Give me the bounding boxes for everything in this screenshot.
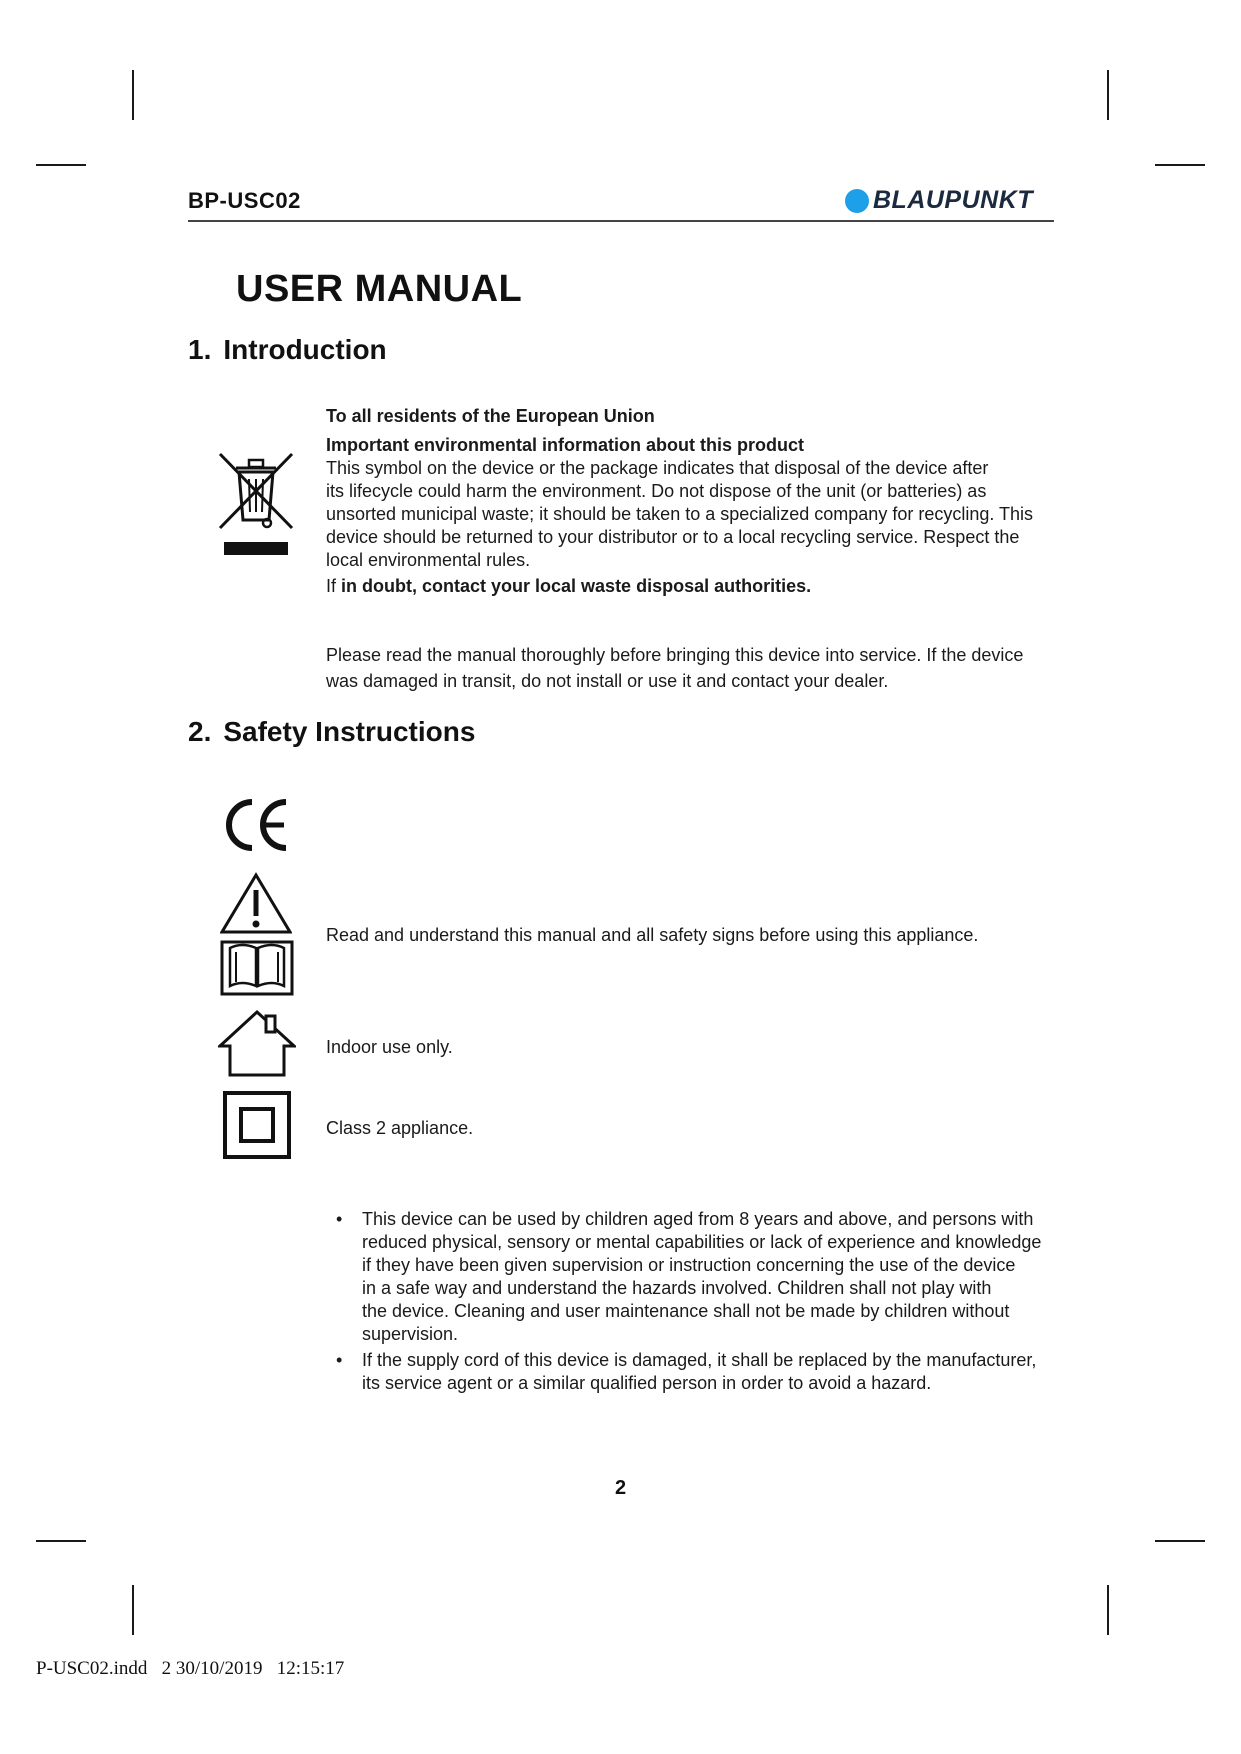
- crop-mark-top-left-vertical: [132, 70, 134, 120]
- environmental-line: its lifecycle could harm the environment. Do not dispose of the unit (or batteries) as: [326, 481, 987, 501]
- read-manual-safety-text: Read and understand this manual and all safety signs before using this appliance.: [326, 925, 979, 945]
- bullet-line: its service agent or a similar qualified person in order to avoid a hazard.: [362, 1373, 932, 1393]
- bullet-line: This device can be used by children aged from 8 years and above, and persons with: [362, 1209, 1034, 1229]
- list-item: [336, 1208, 1066, 1346]
- indoor-use-text: Indoor use only.: [326, 1037, 453, 1057]
- class-2-text: Class 2 appliance.: [326, 1118, 474, 1138]
- doubt-line: [326, 575, 1066, 598]
- read-manual-line: was damaged in transit, do not install or use it and contact your dealer.: [326, 671, 889, 691]
- print-slug: P-USC02.indd 2 30/10/2019 12:15:17: [36, 1658, 345, 1679]
- section-number: 2.: [188, 716, 212, 747]
- section-heading-safety: [188, 716, 475, 748]
- environmental-line: This symbol on the device or the package indicates that disposal of the device after: [326, 458, 989, 478]
- bullet-line: If the supply cord of this device is damaged, it shall be replaced by the manufacturer,: [362, 1350, 1037, 1370]
- environmental-line: device should be returned to your distributor or to a local recycling service. Respect the: [326, 527, 1020, 547]
- crop-mark-top-right-vertical: [1107, 70, 1109, 120]
- doubt-prefix: If: [326, 576, 337, 596]
- bullet-symbol: •: [336, 1350, 343, 1370]
- bullet-symbol: •: [336, 1209, 343, 1229]
- environmental-line: local environmental rules.: [326, 550, 531, 570]
- ce-mark-icon: [222, 796, 292, 854]
- document-title: USER MANUAL: [236, 268, 523, 310]
- indoor-house-icon: [218, 1008, 296, 1078]
- read-manual-paragraph: [326, 642, 1066, 694]
- crop-mark-bottom-left-horizontal: [36, 1540, 86, 1542]
- safety-bullet-list: [336, 1208, 1066, 1398]
- section-number: 1.: [188, 334, 212, 365]
- read-manual-line: Please read the manual thoroughly before bringing this device into service. If the device: [326, 645, 1024, 665]
- brand-dot-icon: [845, 189, 869, 213]
- section-heading-introduction: [188, 334, 387, 366]
- environmental-line: unsorted municipal waste; it should be taken to a specialized company for recycling. This: [326, 504, 1034, 524]
- header-model-number: BP-USC02: [188, 188, 301, 213]
- read-manual-book-icon: [220, 938, 294, 998]
- section-title: Safety Instructions: [223, 716, 476, 747]
- weee-information: [326, 405, 1066, 598]
- crop-mark-top-left-horizontal: [36, 164, 86, 166]
- crop-mark-bottom-left-vertical: [132, 1585, 134, 1635]
- bullet-line: if they have been given supervision or instruction concerning the use of the device: [362, 1255, 1016, 1275]
- bullet-line: supervision.: [362, 1324, 459, 1344]
- crop-mark-top-right-horizontal: [1155, 164, 1205, 166]
- crop-mark-bottom-right-vertical: [1107, 1585, 1109, 1635]
- bullet-line: the device. Cleaning and user maintenance shall not be made by children without: [362, 1301, 1010, 1321]
- brand-name: BLAUPUNKT: [873, 186, 1034, 214]
- eu-residents-heading: To all residents of the European Union: [326, 406, 655, 426]
- class-2-appliance-icon: [222, 1090, 292, 1160]
- crop-mark-bottom-right-horizontal: [1155, 1540, 1205, 1542]
- bullet-line: reduced physical, sensory or mental capabilities or lack of experience and knowledge: [362, 1232, 1042, 1252]
- warning-triangle-icon: [220, 872, 292, 936]
- header-divider: [188, 220, 1054, 222]
- page-number: 2: [614, 1477, 627, 1499]
- list-item: [336, 1349, 1066, 1395]
- bullet-line: in a safe way and understand the hazards involved. Children shall not play with: [362, 1278, 992, 1298]
- weee-bin-icon: [216, 452, 296, 562]
- brand-logo: [845, 186, 1033, 215]
- environmental-info-heading: Important environmental information about this product: [326, 435, 805, 455]
- doubt-contact-text: in doubt, contact your local waste disposal authorities.: [341, 576, 812, 596]
- section-title: Introduction: [223, 334, 387, 365]
